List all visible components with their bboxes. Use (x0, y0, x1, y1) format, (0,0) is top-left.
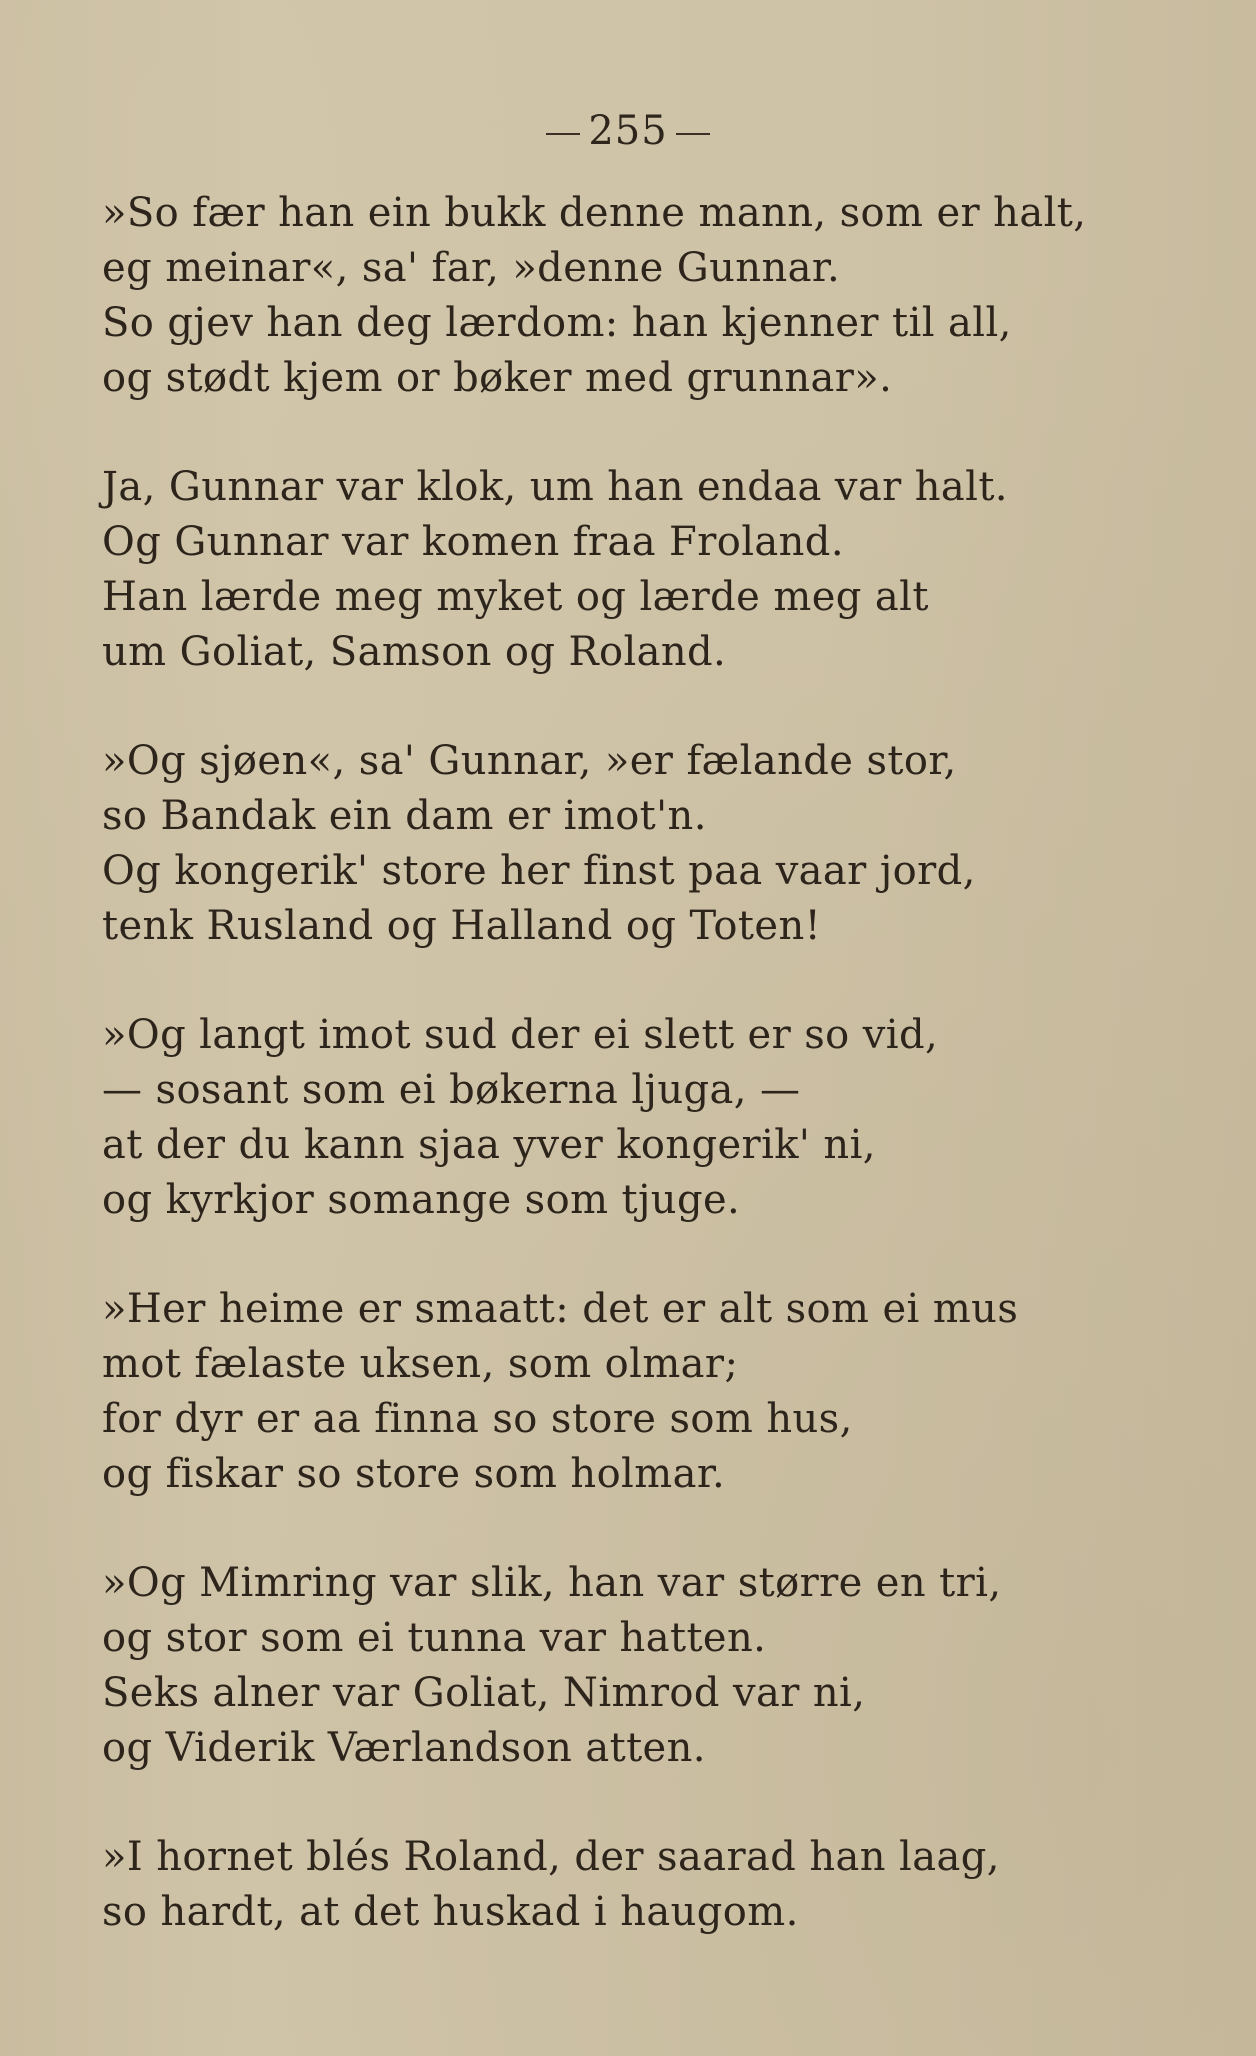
verse-line: »Og sjøen«, sa' Gunnar, »er fælande stor, (102, 738, 957, 784)
verse-line: at der du kann sjaa yver kongerik' ni, (102, 1122, 876, 1168)
verse-line: og stor som ei tunna var hatten. (102, 1615, 767, 1661)
stanza-1 (102, 186, 1182, 406)
verse-line: og stødt kjem or bøker med grunnar». (102, 355, 893, 401)
verse-line: Og Gunnar var komen fraa Froland. (102, 519, 844, 565)
stanza-4 (102, 1008, 1182, 1228)
verse-line: »So fær han ein bukk denne mann, som er halt, (102, 190, 1087, 236)
verse-line: »I hornet blés Roland, der saarad han laag, (102, 1834, 1000, 1880)
stanza-2 (102, 460, 1182, 680)
verse-line: »Og langt imot sud der ei slett er so vid, (102, 1012, 939, 1058)
verse-line: um Goliat, Samson og Roland. (102, 629, 727, 675)
poem-body (102, 186, 1182, 1994)
verse-line: for dyr er aa finna so store som hus, (102, 1396, 853, 1442)
verse-line: Seks alner var Goliat, Nimrod var ni, (102, 1670, 866, 1716)
verse-line: »Her heime er smaatt: det er alt som ei mus (102, 1286, 1019, 1332)
verse-line: — sosant som ei bøkerna ljuga, — (102, 1067, 801, 1113)
verse-line: So gjev han deg lærdom: han kjenner til all, (102, 300, 1012, 346)
verse-line: eg meinar«, sa' far, »denne Gunnar. (102, 245, 841, 291)
verse-line: so hardt, at det huskad i haugom. (102, 1889, 799, 1935)
verse-line: og Viderik Værlandson atten. (102, 1725, 706, 1771)
verse-line: og fiskar so store som holmar. (102, 1451, 726, 1497)
verse-line: tenk Rusland og Halland og Toten! (102, 903, 822, 949)
stanza-7 (102, 1830, 1182, 1940)
stanza-6 (102, 1556, 1182, 1776)
page-number-dash-right (676, 133, 710, 135)
verse-line: so Bandak ein dam er imot'n. (102, 793, 707, 839)
verse-line: Han lærde meg myket og lærde meg alt (102, 574, 929, 620)
stanza-5 (102, 1282, 1182, 1502)
verse-line: »Og Mimring var slik, han var større en tri, (102, 1560, 1002, 1606)
page-number-dash-left (546, 133, 580, 135)
verse-line: Og kongerik' store her finst paa vaar jord, (102, 848, 976, 894)
verse-line: og kyrkjor somange som tjuge. (102, 1177, 741, 1223)
verse-line: mot fælaste uksen, som olmar; (102, 1341, 739, 1387)
stanza-3 (102, 734, 1182, 954)
verse-line: Ja, Gunnar var klok, um han endaa var halt. (102, 464, 1008, 510)
page-number (0, 108, 1256, 154)
page-number-value: 255 (588, 108, 668, 154)
